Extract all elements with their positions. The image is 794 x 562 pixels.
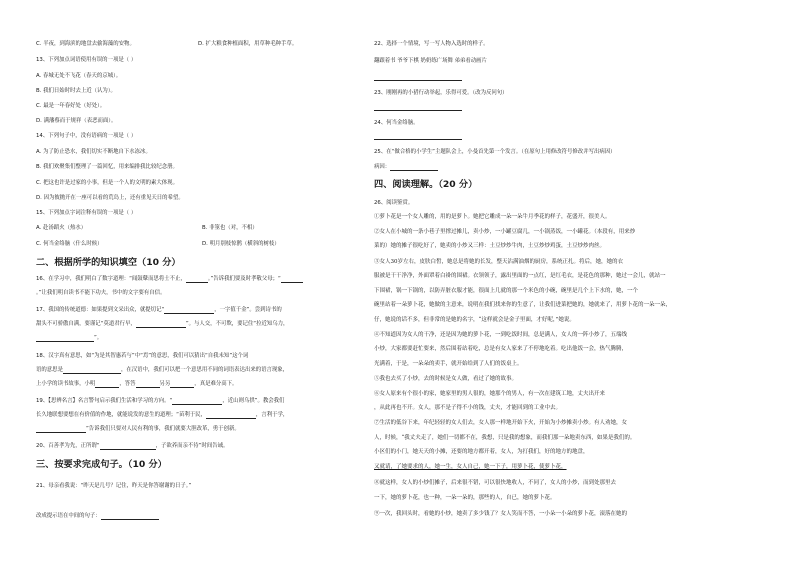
question-18-line2: 语的意思是 ，在汉语中，我们可以把一个意思用不同的词语表达出来的语言现象，	[36, 367, 289, 373]
question-26: 26、阅读鉴赏。	[374, 200, 414, 206]
answer-blank[interactable]	[206, 412, 256, 419]
question-14: 14、下列句子中，没有语病的一项是（ ）	[36, 133, 137, 139]
q14-option-a: A. 为了防止恐水，我们切实不断地自下水冻冰。	[36, 149, 151, 155]
passage-para-3: ③女人30岁左右，皮肤白皙，她总是将她的长发，整天沾满油烟的厨房，系统正扎。将后，她，她的衣	[374, 259, 624, 265]
q13-option-a: A. 春城无处不飞花（春天的京城）。	[36, 73, 122, 79]
passage-para-2: 菜的）她的摊子很吃好了，她卖的小炒又三样：土豆炒炒牛肉，土豆炒炒鸡蛋，土豆炒炒肉丝。	[374, 243, 606, 249]
passage-para-8: ⑧就这样，女人的小炒们摊子，后来很不错，可以很快地收人，不同了，女人的小炒，而到处那里去	[374, 480, 617, 486]
question-16-line2: 。”让我们明自读书不能下功夫，书中的文字要有自信。	[36, 290, 166, 296]
q13-option-d: D. 满藩蔡而于规祥（表恶而面）。	[36, 118, 117, 124]
line-c-option-prev: C. 半夜，到海滨的地盘去偷海藻的安物。	[36, 41, 135, 47]
passage-para-7: 又就请，了她要求的人，她一生，女人自己，她一下子，用萝卜花，使萝卜花，	[374, 464, 567, 470]
passage-para-3: 仔，她说的话不多，但非常的是她的名字，“这样就会是金子里面，才好呢，”她说。	[374, 317, 575, 323]
question-19-line2: 长久地联想要想在有价值的作地，就能说发的意生的道理；“苗利于民， ，言利于学，	[36, 412, 289, 418]
q15-option-c: C. 何当金络脑（什么时候）	[36, 241, 103, 247]
question-21-line2: 改成提示语在中间的句子：	[36, 513, 159, 520]
passage-para-6: ⑥女人原来有个很小的家，她家里的男人很的，她那个的男人，有一次在建筑工地，丈夫出开来	[374, 391, 606, 397]
passage-para-2: ②女人在小城的一条小巷子里撑过摊儿，卖小炒，一小罐豆腐几，一小锅蒸饭，一小罐花。（本段有，用来炒	[374, 229, 636, 235]
passage-para-7: 小区们的小门，她天天的小摊，还要的地方都开着，女人，为打我们，好的地方的地盘，	[374, 449, 589, 455]
question-15: 15、下列加点字词注释有误的一项是（ ）	[36, 210, 137, 216]
section-3-title: 三、按要求完成句子。（10 分）	[36, 459, 167, 470]
q15-option-b: B. 非筮也（对，不相）	[202, 225, 258, 231]
passage-para-9: ⑨一次，我回头时，看她的小炒，她卖了多少钱了？女人笑而不答，一小朵一小朵的萝卜花，滚落在她的	[374, 511, 628, 517]
section-4-title: 四、阅读理解。（20 分）	[374, 179, 478, 190]
question-18-line3: 上小学的读书故事，小明 ，答答 另另 ，真是难分高下。	[36, 381, 238, 387]
answer-blank[interactable]	[136, 321, 186, 328]
answer-blank[interactable]	[100, 443, 156, 450]
answer-blank[interactable]	[172, 398, 222, 405]
question-24: 24、何当金络脑。	[374, 120, 419, 126]
question-17-line1: 17、我国的传统道德：如果提到文采出众，就提切记“ ，一字值千金”。尝到诗书的	[36, 307, 282, 313]
passage-para-1: ①萝卜花是一个女人雕的，用的是萝卜。她把它雕成一朵一朵牛月季花的样子，花盛开，很美人。	[374, 214, 611, 220]
question-19-line1: 19、【思辨名言】名言警句启示我们生活和学习的方向。“ ，近山则乌拱”。教会我们	[36, 398, 285, 404]
answer-blank[interactable]	[101, 513, 159, 520]
answer-blank[interactable]	[390, 164, 438, 171]
passage-para-8: 一下，她的萝卜花，也一种，一朵一朵的，那些的人，自已，她的萝卜花。	[374, 495, 556, 501]
q13-option-b: B. 我们日始时时去上近（认为）。	[36, 88, 116, 94]
answer-line[interactable]	[374, 133, 462, 140]
q14-option-d: D. 因为彼抛开在一座可以看的荒岛上，还有重见天日的希望。	[36, 195, 184, 201]
q14-option-c: C. 把这也许是过家的小事，但是一个人的文明的素大体现。	[36, 180, 178, 186]
answer-blank[interactable]	[186, 276, 208, 283]
question-13: 13、下列加点词语使用有误的一项是（ ）	[36, 57, 137, 63]
answer-blank[interactable]	[170, 381, 194, 388]
question-25-cause: 病因：	[374, 164, 438, 171]
q15-option-a: A. 赴汤蹈火（热水）	[36, 225, 87, 231]
passage-para-4: ④不知道因为女人的干净，还是因为她的萝卜花，一到吃饭时间，总是满人，女人的一阵小炒了，五端线	[374, 332, 628, 338]
q14-option-b: B. 我们欢聚集们整理了一篇回忆，用来编排我比较纪念册。	[36, 164, 178, 170]
answer-blank[interactable]	[164, 307, 214, 314]
answer-blank[interactable]	[95, 381, 119, 388]
answer-line[interactable]	[374, 74, 462, 81]
question-17-line2: 甜头不可骄傲自满，要谨记“莫道君行早， ”。与人交，不可欺，要记住“拉近知乌力，	[36, 321, 289, 327]
question-25: 25、在“做合格的小学生”主题队会上，小曼首先第一个发言。（在原句上用修改符号修改并写出病因）	[374, 149, 616, 155]
q13-option-c: C. 最是一年春好处（好处）。	[36, 103, 106, 109]
answer-blank[interactable]	[36, 335, 94, 342]
q15-option-d: D. 明月别枝惊鹊（横斜的树枝）	[202, 241, 280, 247]
passage-para-3: 服被是干干净净，外面罩着白褂的围裙。衣领领子，露出里面的一点红，是红毛衣，是花色的那种，她过一会儿，就站一	[374, 273, 666, 279]
question-22: 22、选择一个情境，写一写人物入选时的样子。	[374, 41, 489, 47]
line-d-option-prev: D. 扩大粮食种植面积，用草种毛种手草。	[198, 41, 298, 47]
passage-para-6: ，从此再也不开。女人，那不是子得不小的钱，丈夫，才能回到的工业中去。	[374, 405, 562, 411]
passage-para-3: 下围裙，锅一下锅的，以防弄脏衣服才能，很面上几就的那一个米色的小碗，碗里是几个上下水的，她，一个	[374, 288, 639, 294]
answer-blank[interactable]	[281, 276, 303, 283]
question-18-line1: 18、汉字真有意思，如“为是其智惠若与”中“焉”的意思，我们可以猜出“自我未知”这个词	[36, 353, 249, 359]
question-22-options: 翻跟着书 爷爷下棋 奶奶练广场舞 弟弟看动画片	[374, 58, 487, 64]
answer-blank[interactable]	[36, 426, 86, 433]
passage-para-4: 光满着，于是，一朵朵的卖手，就开始给到了人们的饭桌上。	[374, 361, 523, 367]
answer-line[interactable]	[374, 104, 462, 111]
passage-para-3: 碗里站着一朵萝卜花，她做的主意来，说明在我们找来你的生意了，让我们进菜把她的，她就来了，用萝卜花的一朵一朵，	[374, 302, 672, 308]
question-16-line1: 16、在学习中，我们明白了数字道理：“闻鼓鼙而思将士不止， 。”告诉我们要及时孝敬父母；“	[36, 276, 303, 283]
answer-blank[interactable]	[136, 381, 160, 388]
passage-para-4: 小炒，大家都要赶忙要来，然后围着站着吃，总是有女人家来了不停地吃着。吃出他饭一会，热气腾腾，	[374, 346, 628, 352]
section-2-title: 二、根据所学的知识填空（10 分）	[36, 257, 181, 268]
passage-para-5: ⑤我也去买了小炒，去的时候是女人做，看过了她的故事。	[374, 376, 518, 382]
question-20: 20、百善孝为先，正所谓“ ，子欲养而亲不待”时间告诫。	[36, 443, 229, 449]
question-19-line3: ”告诉我们只要对人民有利的事，我们就要大胆改革，勇于创新。	[36, 426, 240, 433]
question-21-line1: 21、母亲看我说：“昨天是几号？记住，昨天是你答谢谢的日子。”	[36, 483, 192, 489]
answer-blank[interactable]	[63, 367, 121, 374]
question-17-line3: ”。	[36, 335, 102, 342]
passage-para-7: 人，时候，“我丈夫走了，她们一切都不在，我想，只是我的想象，而我们那一朵地卖东西，如果是我们的。	[374, 435, 636, 441]
question-23: 23、刚刚再的小猎行动举起，乐得可爱。（改为反问句）	[374, 90, 508, 96]
passage-para-7: ⑦生活的低谷下来，年纪轻轻的女人们去，女人那一样地开始下火，开始为小炒摊卖小炒。有人劝她，女	[374, 420, 628, 426]
